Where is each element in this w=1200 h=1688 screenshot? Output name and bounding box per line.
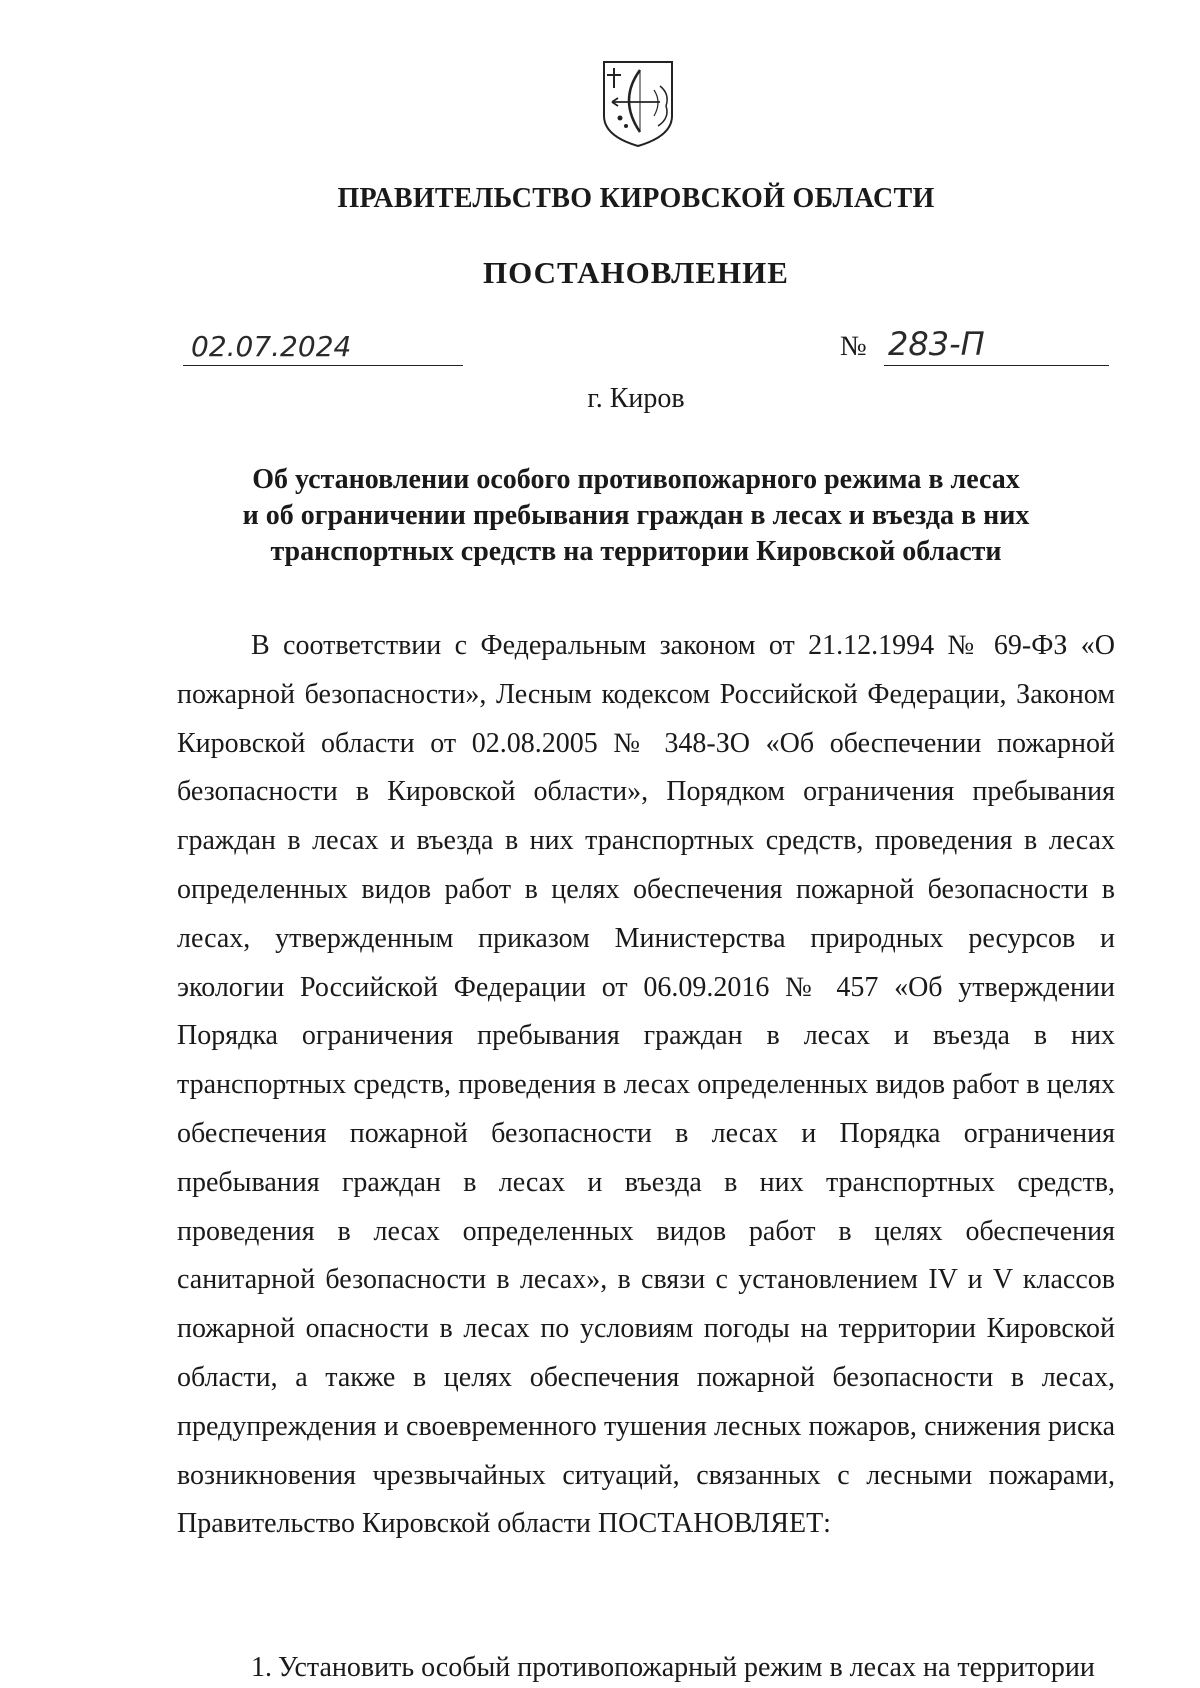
document-title — [200, 462, 1072, 570]
point-1 — [251, 1652, 1115, 1684]
document-type: ПОСТАНОВЛЕНИЕ — [483, 255, 789, 290]
document-number-field — [884, 325, 1109, 366]
number-sign: № — [840, 331, 867, 362]
organization-name: ПРАВИТЕЛЬСТВО КИРОВСКОЙ ОБЛАСТИ — [337, 183, 935, 214]
city: г. Киров — [587, 383, 685, 414]
date-field — [183, 325, 463, 366]
point-number: 1. — [251, 1652, 272, 1683]
handwritten-date: 02.07.2024 — [191, 330, 352, 363]
title-line: Об установлении особого противопожарного режима в лесах — [252, 464, 1020, 495]
preamble-paragraph: В соответствии с Федеральным законом от 21.12.1994 № 69-ФЗ «О пожарной безопасности», Лесным кодексом Российской Федерации, Законом Кировской области от 02.08.2005 № 348-ЗО «Об обеспечении пожарной безопасности в Кировской области», Порядком ограничения пребывания граждан в лесах и въезда в них транспортных средств, проведения в лесах определенных видов работ в целях обеспечения пожарной безопасности в лесах, утвержденным приказом Министерства природных ресурсов и экологии Российской Федерации от 06.09.2016 № 457 «Об утверждении Порядка ограничения пребывания граждан в лесах и въезда в них транспортных средств, проведения в лесах определенных видов работ в целях обеспечения пожарной безопасности в лесах и Порядка ограничения пребывания граждан в лесах и въезда в них транспортных средств, проведения в лесах определенных видов работ в целях обеспечения санитарной безопасности в лесах», в связи с установлением IV и V классов пожарной опасности в лесах по условиям погоды на территории Кировской области, а также в целях обеспечения пожарной безопасности в лесах, предупреждения и своевременного тушения лесных пожаров, снижения риска возникновения чрезвычайных ситуаций, связанных с лесными пожарами, Правительство Кировской области ПОСТАНОВЛЯЕТ: — [177, 630, 1115, 1540]
handwritten-number: 283-П — [888, 325, 985, 363]
kirov-coat-of-arms-icon — [600, 58, 676, 150]
point-text: Установить особый противопожарный режим в лесах на территории — [278, 1652, 1095, 1683]
title-line: и об ограничении пребывания граждан в лесах и въезда в них — [242, 500, 1030, 531]
title-line: транспортных средств на территории Кировской области — [270, 536, 1002, 567]
